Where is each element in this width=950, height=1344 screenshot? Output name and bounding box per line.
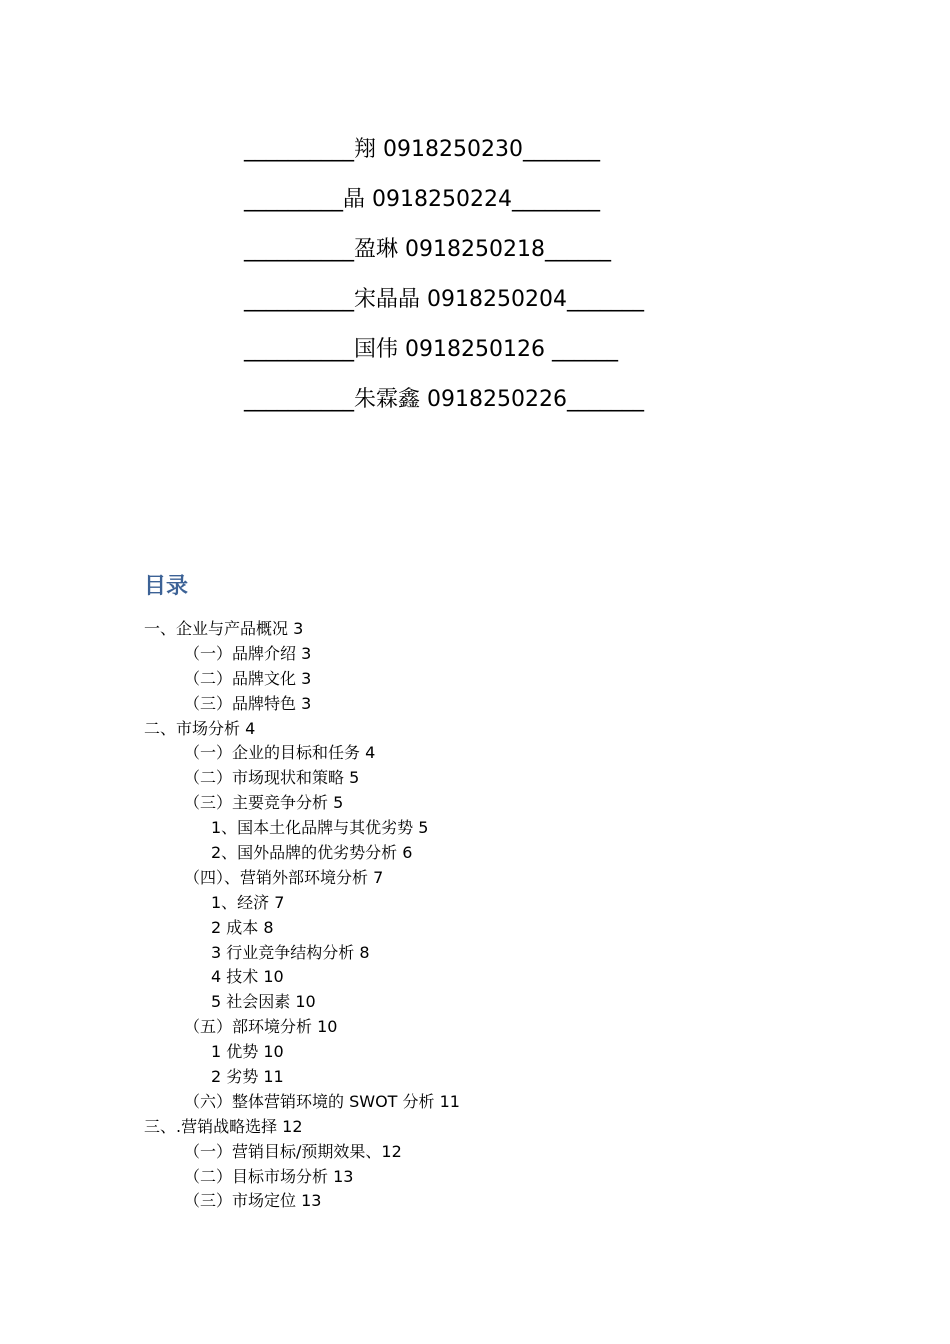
member-line: __________宋晶晶 0918250204_______: [244, 287, 644, 312]
toc-entry[interactable]: （二）品牌文化 3: [184, 668, 312, 688]
member-line: __________翔 0918250230_______: [244, 137, 600, 162]
toc-entry[interactable]: （三）市场定位 13: [184, 1191, 322, 1211]
toc-entry[interactable]: （二）市场现状和策略 5: [184, 768, 360, 788]
toc-entry[interactable]: 二、市场分析 4: [144, 718, 256, 738]
toc-entry[interactable]: 1、经济 7: [211, 892, 285, 912]
toc-entry[interactable]: （四）、营销外部环境分析 7: [184, 867, 384, 887]
member-line: __________国伟 0918250126 ______: [244, 337, 618, 362]
toc-entry[interactable]: 2 劣势 11: [211, 1067, 284, 1087]
toc-entry[interactable]: 三、.营销战略选择 12: [144, 1116, 303, 1136]
toc-entry[interactable]: （六）整体营销环境的 SWOT 分析 11: [184, 1091, 460, 1111]
toc-entry[interactable]: 1、国本土化品牌与其优劣势 5: [211, 818, 429, 838]
toc-entry[interactable]: 5 社会因素 10: [211, 992, 316, 1012]
toc-entry[interactable]: （一）品牌介绍 3: [184, 643, 312, 663]
toc-entry[interactable]: 2 成本 8: [211, 917, 274, 937]
member-line: __________盈琳 0918250218______: [244, 237, 611, 262]
toc-entry[interactable]: 2、国外品牌的优劣势分析 6: [211, 843, 413, 863]
toc-entry[interactable]: 4 技术 10: [211, 967, 284, 987]
toc-entry[interactable]: （五）部环境分析 10: [184, 1017, 338, 1037]
toc-entry[interactable]: （二）目标市场分析 13: [184, 1166, 354, 1186]
toc-entry[interactable]: （三）品牌特色 3: [184, 693, 312, 713]
toc-entry[interactable]: 1 优势 10: [211, 1042, 284, 1062]
toc-entry[interactable]: （一）企业的目标和任务 4: [184, 743, 376, 763]
toc-title: 目录: [144, 574, 189, 599]
member-list: [244, 132, 644, 432]
toc-entry[interactable]: （一）营销目标/预期效果、12: [184, 1141, 402, 1161]
toc-entry[interactable]: 一、企业与产品概况 3: [144, 619, 304, 638]
toc-entry[interactable]: （三）主要竞争分析 5: [184, 793, 344, 813]
toc-entry[interactable]: 3 行业竞争结构分析 8: [211, 942, 370, 962]
member-line: __________朱霖鑫 0918250226_______: [244, 387, 644, 412]
table-of-contents: [144, 617, 460, 1214]
member-line: _________晶 0918250224________: [244, 187, 600, 212]
